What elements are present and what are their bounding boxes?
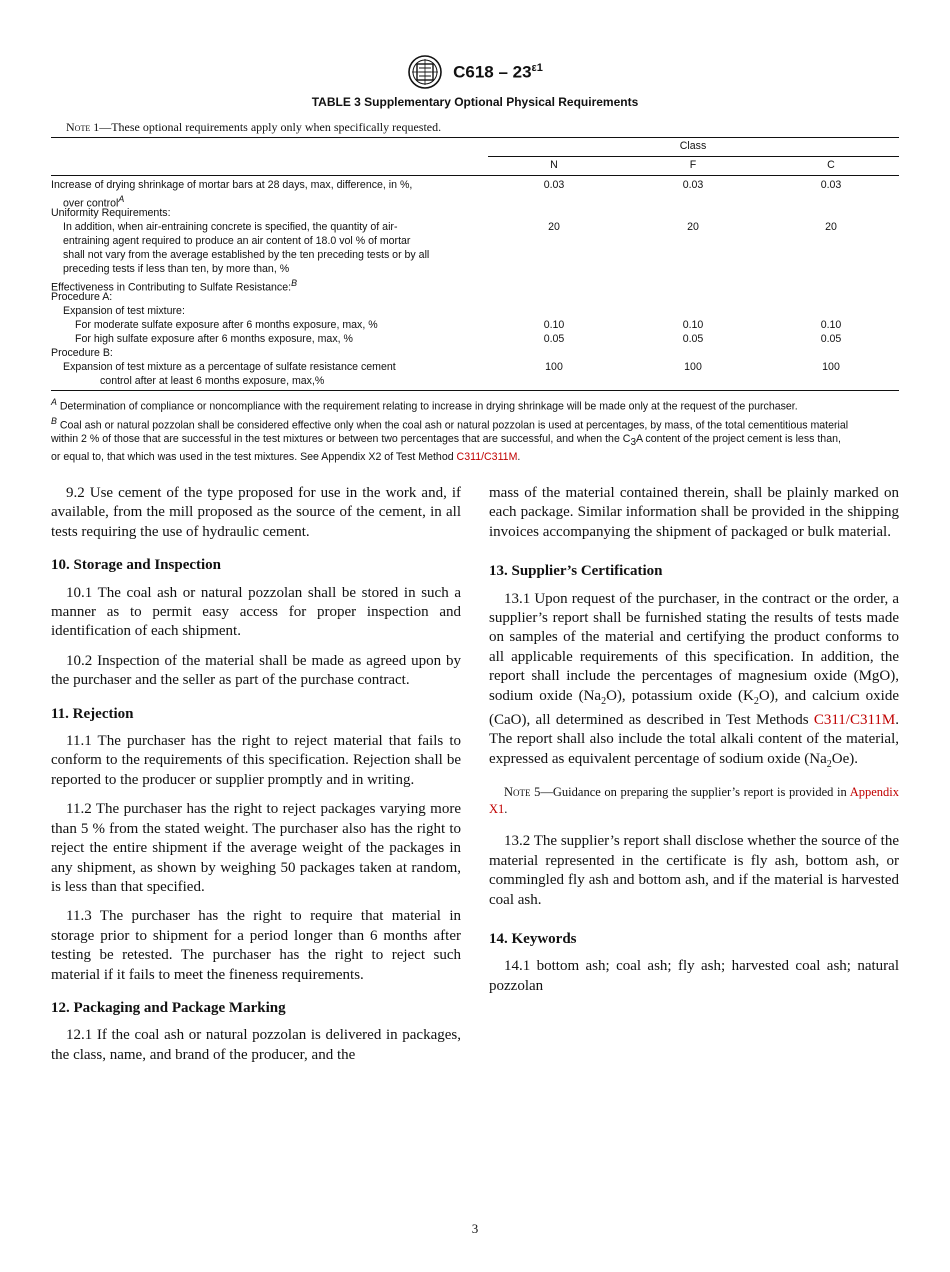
moderate-f: 0.10 <box>682 319 704 331</box>
heading-11: 11. Rejection <box>51 705 134 722</box>
page-number: 3 <box>471 1221 479 1236</box>
uniformity-heading: Uniformity Requirements: <box>51 207 171 219</box>
percent-c: 100 <box>822 361 840 373</box>
uniformity-line-3: shall not vary from the average established by the ten preceding tests or by all <box>63 249 430 261</box>
para-11-3: 11.3 The purchaser has the right to require that material in storage prior to shipment for a period longer than 6 months after testing be retested. The purchaser has the right to reject such material if it fails to meet the fineness requirements. <box>51 908 461 983</box>
moderate-exposure-label: For moderate sulfate exposure after 6 months exposure, max, % <box>75 319 378 331</box>
column-header-c: C <box>827 159 835 171</box>
sulfate-heading: Effectiveness in Contributing to Sulfate Resistance:$^B$ <box>51 278 297 294</box>
para-11-1: 11.1 The purchaser has the right to reject material that fails to conform to the requirements of this specification. Rejection shall be reported to the producer or supplier promptly and in writing. <box>51 733 461 788</box>
row-uniformity-c: 20 <box>825 221 837 233</box>
para-10-1: 10.1 The coal ash or natural pozzolan shall be stored in such a manner as to permit easy access for proper inspection and identification of each shipment. <box>51 584 461 640</box>
astm-logo-icon <box>407 54 443 90</box>
high-n: 0.05 <box>543 333 565 345</box>
document-designation: $C618 - 23^{\varepsilon 1}$ <box>453 61 543 82</box>
para-13-1: 13.1 Upon request of the purchaser, in the contract or the order, a supplier’s report shall be furnished stating the results of tests made on samples of the material and certifying the product conforms to all applicable requirements of this specification. In addition, the report shall include the percentages of magnesium oxide (MgO), sodium oxide $(Na_2O)$, potassium oxide $(K_2O)$, and calcium oxide (CaO), all determined as described in Test Methods C311/C311M. The report shall also include the total alkali content of the material, expressed as equivalent percentage of sodium oxide $(Na_2Oe)$. <box>489 590 899 770</box>
document-header <box>0 54 950 90</box>
para-11-2: 11.2 The purchaser has the right to reject packages varying more than 5 % from the stated weight. The purchaser also has the right to reject the entire shipment if the average weight of the packages in any shipment, as shown by weighing 50 packages taken at random, is less than that specified. <box>51 801 461 895</box>
uniformity-line-1: In addition, when air-entraining concrete is specified, the quantity of air- <box>63 221 398 233</box>
para-13-2: 13.2 The supplier’s report shall disclose whether the source of the material represented in the certificate is fly ash, bottom ash, or commingled fly ash and bottom ash, and if the material is harvested coal ash. <box>489 833 899 908</box>
column-header-n: N <box>550 159 558 171</box>
left-column <box>51 484 461 1075</box>
table-note-1: Note 1—These optional requirements apply only when specifically requested. <box>66 120 442 134</box>
link-appendix-x1[interactable]: Appendix X1 <box>489 785 899 817</box>
procedure-b: Procedure B: <box>51 347 113 359</box>
link-c311-methods[interactable]: C311/C311M <box>813 712 896 729</box>
row-shrinkage-label-cont: over control$^A$ <box>63 194 125 210</box>
class-header: Class <box>679 140 707 152</box>
column-header-f: F <box>689 159 697 171</box>
note-5: Note 5—Guidance on preparing the supplier’s report is provided in Appendix X1. <box>489 785 899 817</box>
row-uniformity-n: 20 <box>548 221 560 233</box>
row-shrinkage-label: Increase of drying shrinkage of mortar bars at 28 days, max, difference, in %, <box>51 179 413 191</box>
header-bottom-rule <box>51 175 899 176</box>
para-10-2: 10.2 Inspection of the material shall be made as agreed upon by the purchaser and the seller as part of the purchase contract. <box>51 652 461 689</box>
class-header-rule <box>488 156 899 157</box>
row-uniformity-f: 20 <box>687 221 699 233</box>
para-12-1-continued: mass of the material contained therein, shall be plainly marked on each package. Similar information shall be provided in the shipping invoices accompanying the shipment of packaged or bulk material. <box>489 485 899 540</box>
percent-n: 100 <box>545 361 563 373</box>
heading-13: 13. Supplier’s Certification <box>489 563 663 580</box>
heading-12: 12. Packaging and Package Marking <box>51 999 286 1016</box>
expansion-label: Expansion of test mixture: <box>63 305 185 317</box>
right-column <box>489 484 899 1006</box>
para-12-1: 12.1 If the coal ash or natural pozzolan is delivered in packages, the class, name, and brand of the producer, and the <box>51 1027 461 1063</box>
high-f: 0.05 <box>682 333 704 345</box>
table-bottom-rule <box>51 390 899 391</box>
row-shrinkage-c: 0.03 <box>820 179 842 191</box>
link-c311[interactable]: C311/C311M <box>456 451 518 464</box>
footnote-b-line-2: within 2 % of those that are successful in the test mixtures or between two percentages that are successful, and when the $C_3A$ content of the project cement is less than, <box>51 433 841 449</box>
table-footnotes <box>51 395 899 464</box>
procedure-a: Procedure A: <box>51 291 113 303</box>
footnote-b-line-1: $^B$ Coal ash or natural pozzolan shall be considered effective only when the coal ash or natural pozzolan is used at percentages, by mass, of the total cementitious material <box>51 415 849 432</box>
para-14-1: 14.1 bottom ash; coal ash; fly ash; harvested coal ash; natural pozzolan <box>489 958 899 994</box>
percent-label-2: control after at least 6 months exposure, max,% <box>100 375 325 387</box>
table-title: TABLE 3 Supplementary Optional Physical Requirements <box>311 95 639 109</box>
percent-f: 100 <box>684 361 702 373</box>
row-shrinkage-f: 0.03 <box>682 179 704 191</box>
footnote-a: $^A$ Determination of compliance or noncompliance with the requirement relating to increase in drying shrinkage will be made only at the request of the purchaser. <box>51 397 798 413</box>
heading-10: 10. Storage and Inspection <box>51 557 222 574</box>
table-top-rule <box>51 137 899 138</box>
row-shrinkage-n: 0.03 <box>543 179 565 191</box>
footnote-b-line-3: or equal to, that which was used in the test mixtures. See Appendix X2 of Test Method C311/C311M. <box>51 451 521 464</box>
high-exposure-label: For high sulfate exposure after 6 months exposure, max, % <box>75 333 353 345</box>
percent-label-1: Expansion of test mixture as a percentage of sulfate resistance cement <box>63 361 396 373</box>
high-c: 0.05 <box>820 333 842 345</box>
uniformity-line-4: preceding tests if less than ten, by more than, % <box>63 263 290 275</box>
moderate-n: 0.10 <box>543 319 565 331</box>
heading-14: 14. Keywords <box>489 930 577 947</box>
uniformity-line-2: entraining agent required to produce an air content of 18.0 vol % of mortar <box>63 235 411 247</box>
moderate-c: 0.10 <box>820 319 842 331</box>
para-9-2: 9.2 Use cement of the type proposed for use in the work and, if available, from the mill proposed as the source of the cement, in all tests requiring the use of hydraulic cement. <box>51 485 461 540</box>
